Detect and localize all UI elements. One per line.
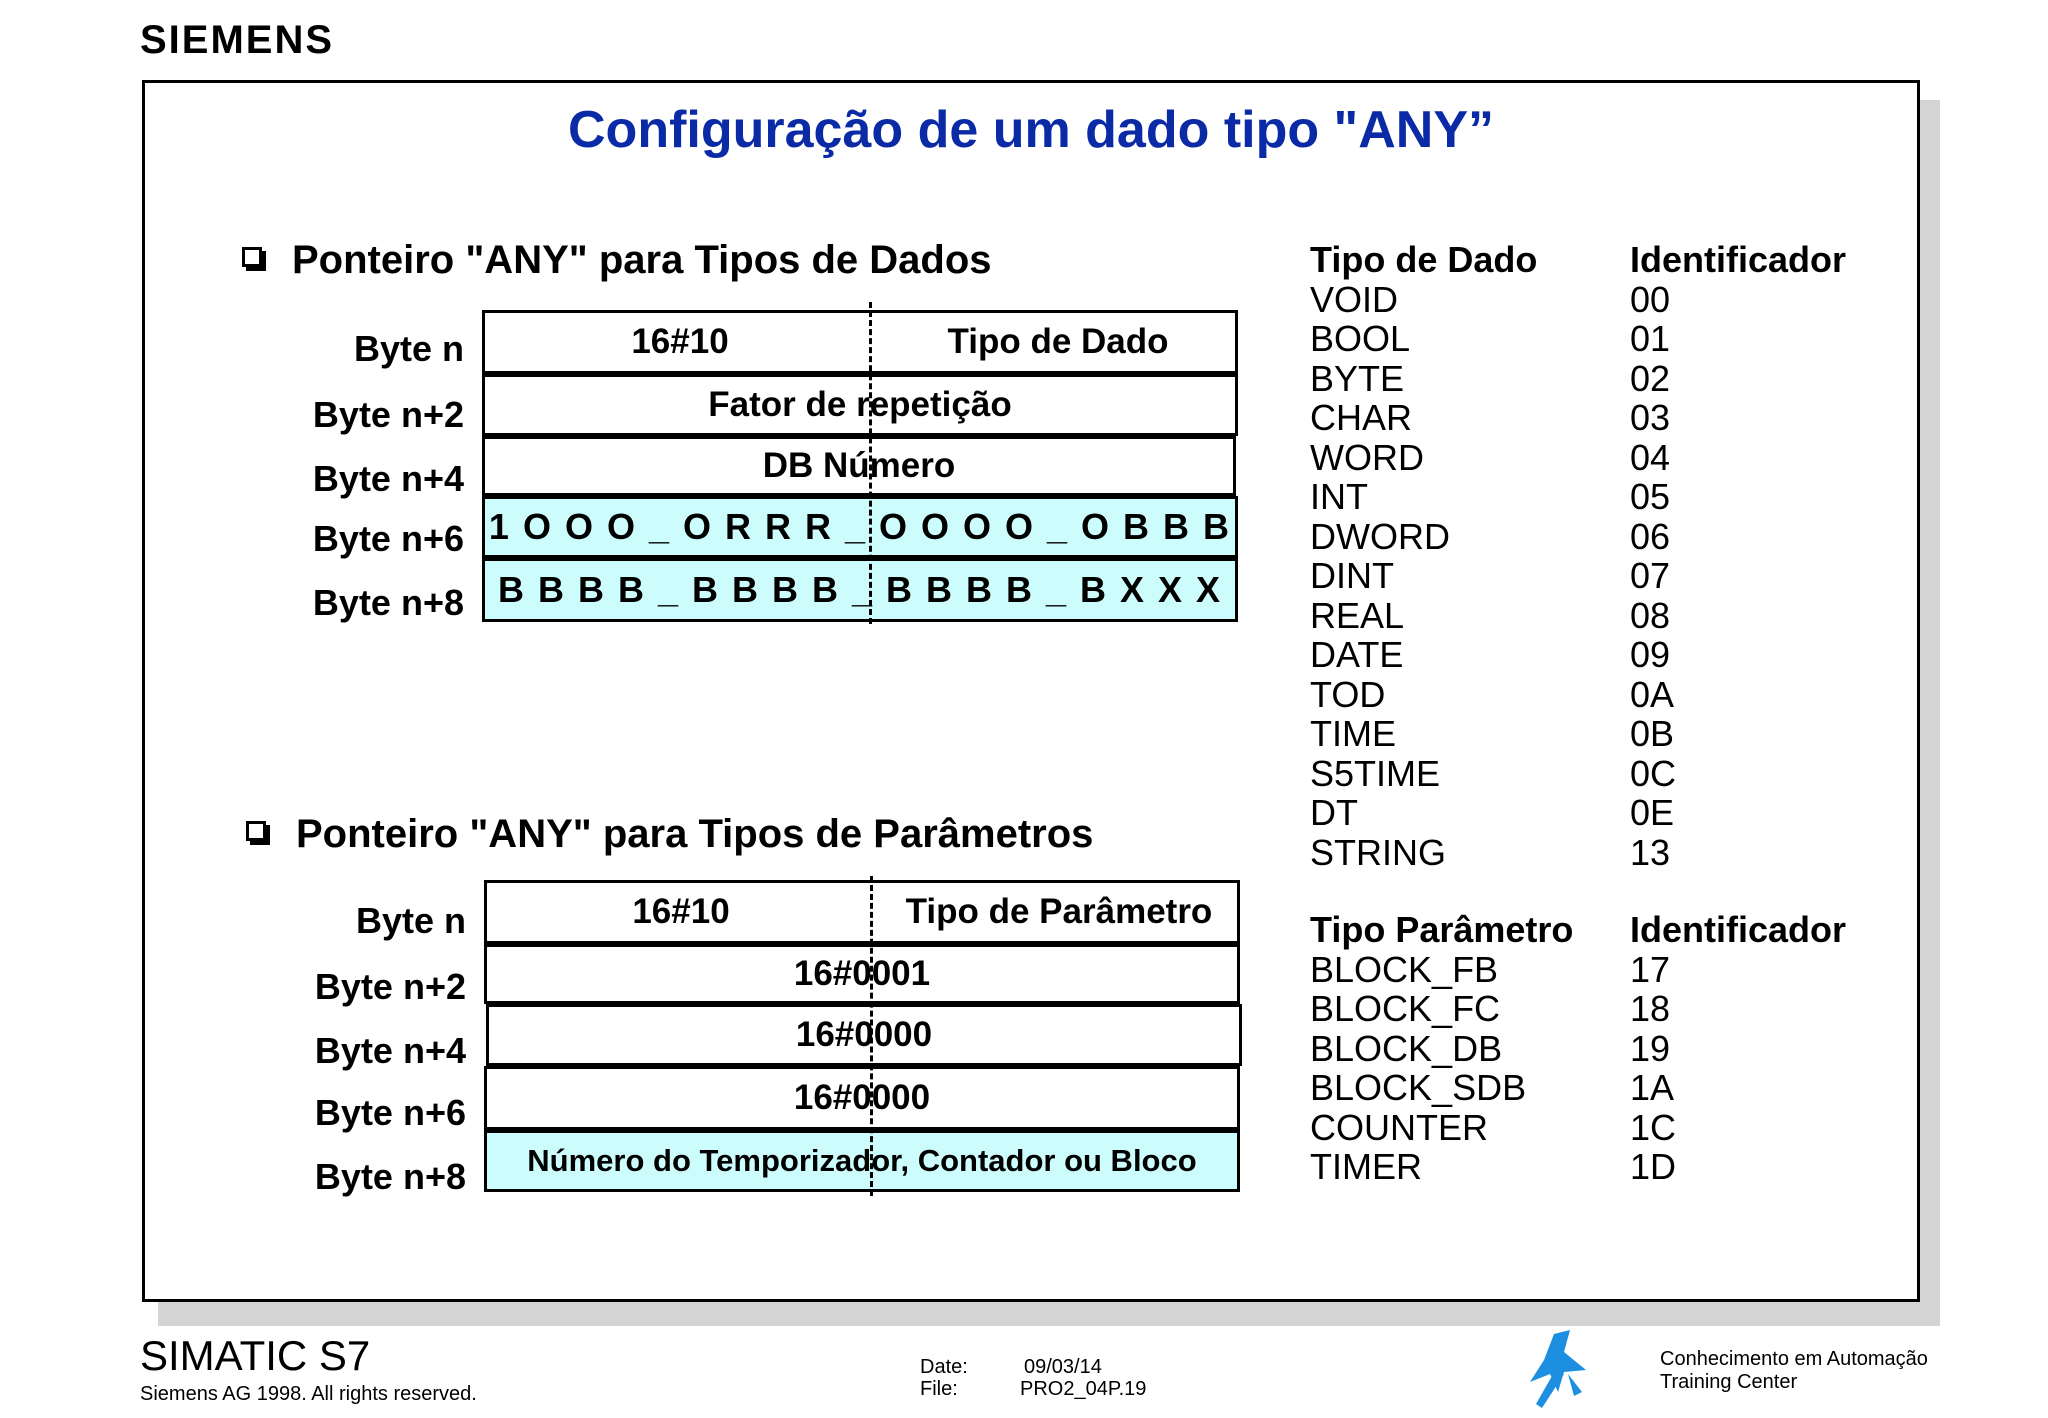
data-row3: DB Número (762, 446, 956, 485)
type-identifier: 0E (1630, 792, 1675, 833)
header-id: Identificador (1630, 909, 1847, 950)
param-row1-right: Tipo de Parâmetro (905, 892, 1213, 931)
type-name: DT (1310, 792, 1358, 833)
type-identifier: 05 (1630, 476, 1671, 517)
checkbox-bullet-icon (242, 247, 262, 267)
type-identifier: 03 (1630, 397, 1671, 438)
date-label: Date: (920, 1356, 968, 1378)
type-identifier: 0C (1630, 752, 1677, 794)
data-section-heading-text: Ponteiro "ANY" para Tipos de Dados (292, 238, 992, 282)
table-row (1310, 280, 1846, 320)
param-row-byte-n4 (486, 1004, 1242, 1066)
type-identifier: 02 (1630, 357, 1671, 399)
type-identifier: 08 (1630, 594, 1671, 636)
param-type-rows (1310, 950, 1846, 1187)
byte-label: Byte n+6 (312, 518, 464, 559)
param-section-heading (246, 812, 1093, 857)
type-name: TOD (1310, 673, 1386, 715)
param-row4: 16#0000 (793, 1078, 931, 1117)
type-identifier: 1A (1630, 1067, 1675, 1108)
data-row-byte-n (482, 310, 1238, 374)
type-name: VOID (1310, 278, 1399, 320)
byte-label: Byte n+6 (314, 1092, 466, 1133)
byte-label: Byte n (353, 328, 464, 369)
byte-label: Byte n+4 (314, 1030, 466, 1071)
type-name: COUNTER (1310, 1106, 1488, 1148)
type-name: STRING (1310, 831, 1447, 873)
table-row (1310, 989, 1846, 1029)
param-row-byte-n (484, 880, 1240, 944)
type-name: DATE (1310, 634, 1404, 675)
type-identifier: 06 (1630, 515, 1671, 557)
siemens-logo: SIEMENS (140, 18, 335, 62)
param-type-table (1310, 910, 1846, 1187)
param-row-byte-n8 (484, 1130, 1240, 1192)
table-row (1310, 1029, 1846, 1069)
checkbox-bullet-icon (246, 821, 266, 841)
table-row (1310, 359, 1846, 399)
training-center-logo-icon (1524, 1330, 1594, 1410)
word-divider-line (869, 302, 872, 624)
table-row (1310, 635, 1846, 675)
type-identifier: 19 (1630, 1027, 1671, 1069)
data-row1-left: 16#10 (631, 322, 729, 361)
date-value: 09/03/14 (1024, 1356, 1102, 1378)
training-center-line1: Conhecimento em Automação (1660, 1348, 1928, 1370)
data-row2: Fator de repetição (708, 385, 1012, 424)
table-row (1310, 1108, 1846, 1148)
type-name: BLOCK_SDB (1310, 1067, 1527, 1108)
table-row (1310, 319, 1846, 359)
data-row-byte-n2 (482, 374, 1238, 436)
table-row (1310, 754, 1846, 794)
copyright: Siemens AG 1998. All rights reserved. (140, 1383, 477, 1405)
file-label: File: (920, 1378, 958, 1400)
table-row (1310, 1068, 1846, 1108)
param-row-byte-n2 (484, 944, 1240, 1004)
type-name: TIMER (1310, 1146, 1422, 1187)
data-section-heading (242, 238, 992, 283)
data-row-byte-n8 (482, 558, 1238, 622)
type-name: CHAR (1310, 397, 1413, 438)
type-identifier: 18 (1630, 988, 1671, 1029)
data-row5-bits: B B B B _ B B B B _ B B B B _ B X X X (497, 569, 1223, 610)
data-row-byte-n6 (482, 496, 1238, 558)
data-type-rows (1310, 280, 1846, 873)
header-id: Identificador (1630, 239, 1847, 280)
type-name: TIME (1310, 713, 1396, 754)
type-identifier: 1C (1630, 1106, 1677, 1148)
type-identifier: 00 (1630, 278, 1671, 320)
training-center-line2: Training Center (1660, 1371, 1798, 1393)
table-row (1310, 556, 1846, 596)
param-row3: 16#0000 (795, 1015, 933, 1054)
byte-label: Byte n+4 (312, 458, 464, 499)
data-row1-right: Tipo de Dado (947, 322, 1169, 361)
type-name: DINT (1310, 555, 1394, 596)
data-row-byte-n4 (482, 436, 1236, 496)
table-row (1310, 950, 1846, 990)
table-row (1310, 477, 1846, 517)
type-name: S5TIME (1310, 752, 1441, 794)
type-identifier: 13 (1630, 831, 1671, 873)
type-name: DWORD (1310, 515, 1450, 557)
header-type: Tipo de Dado (1310, 239, 1538, 280)
type-identifier: 1D (1630, 1146, 1677, 1187)
type-identifier: 17 (1630, 948, 1671, 990)
type-identifier: 04 (1630, 436, 1671, 478)
type-name: BOOL (1310, 318, 1411, 359)
table-row (1310, 833, 1846, 873)
page-title: Configuração de um dado tipo "ANY” (568, 101, 1494, 159)
data-row4-bits: 1 O O O _ O R R R _ O O O O _ O B B B (488, 506, 1232, 547)
type-name: REAL (1310, 594, 1405, 636)
byte-label: Byte n+8 (314, 1156, 466, 1197)
type-identifier: 0B (1630, 713, 1675, 754)
param-row1-left: 16#10 (632, 892, 730, 931)
type-name: BLOCK_FB (1310, 948, 1499, 990)
table-row (1310, 714, 1846, 754)
type-name: INT (1310, 476, 1368, 517)
table-header (1310, 910, 1846, 950)
param-row5: Número do Temporizador, Contador ou Bloco (527, 1143, 1197, 1178)
byte-label: Byte n+2 (314, 966, 466, 1007)
param-row-byte-n6 (484, 1066, 1240, 1130)
table-row (1310, 675, 1846, 715)
word-divider-line (870, 876, 873, 1196)
table-row (1310, 596, 1846, 636)
type-identifier: 09 (1630, 634, 1671, 675)
table-row (1310, 398, 1846, 438)
table-row (1310, 517, 1846, 557)
type-name: BLOCK_DB (1310, 1027, 1503, 1069)
param-section-heading-text: Ponteiro "ANY" para Tipos de Parâmetros (296, 812, 1094, 856)
product-name: SIMATIC S7 (140, 1332, 371, 1379)
byte-label: Byte n (355, 900, 466, 941)
table-row (1310, 793, 1846, 833)
type-identifier: 0A (1630, 673, 1675, 715)
table-row (1310, 438, 1846, 478)
param-row2: 16#0001 (793, 954, 931, 993)
byte-label: Byte n+8 (312, 582, 464, 623)
header-type: Tipo Parâmetro (1310, 909, 1574, 950)
type-name: BLOCK_FC (1310, 988, 1501, 1029)
file-value: PRO2_04P.19 (1020, 1378, 1147, 1400)
table-row (1310, 1147, 1846, 1187)
type-name: WORD (1310, 436, 1424, 478)
data-type-table (1310, 240, 1846, 872)
table-header (1310, 240, 1846, 280)
type-identifier: 01 (1630, 318, 1671, 359)
type-identifier: 07 (1630, 555, 1671, 596)
type-name: BYTE (1310, 357, 1405, 399)
byte-label: Byte n+2 (312, 394, 464, 435)
